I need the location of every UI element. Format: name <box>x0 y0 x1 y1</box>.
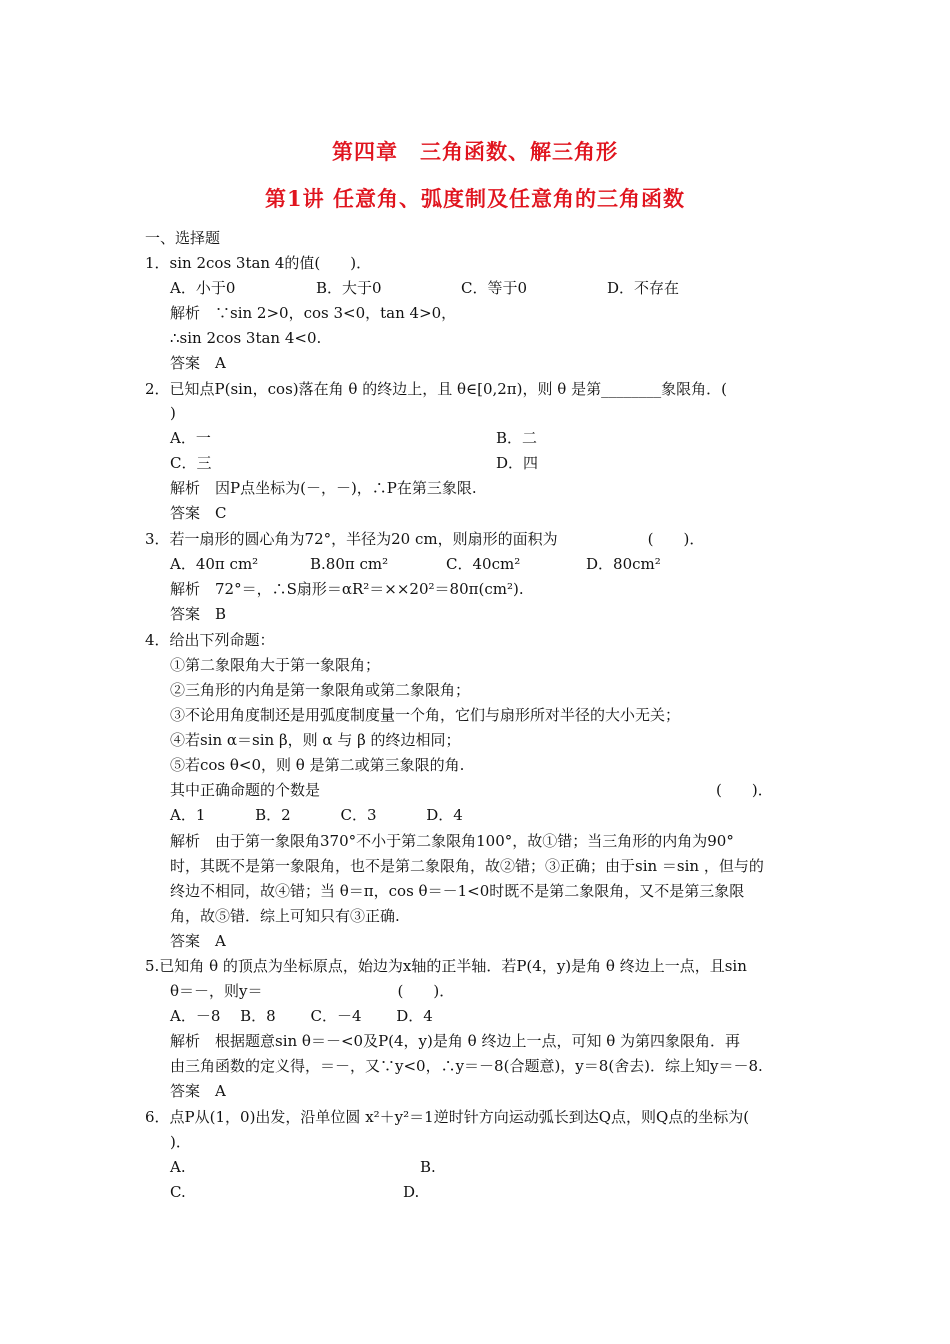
q4-proposition-3: ③不论用角度制还是用弧度制度量一个角，它们与扇形所对半径的大小无关； <box>170 706 681 724</box>
chapter-title: 第四章 三角函数、解三角形 <box>332 139 618 164</box>
q4-analysis-line4: 角，故⑤错．综上可知只有③正确. <box>170 907 400 925</box>
q4-proposition-5: ⑤若cos θ<0，则 θ 是第二或第三象限的角. <box>170 756 465 774</box>
q2-option-b: B．二 <box>496 429 538 447</box>
section-heading: 一、选择题 <box>145 229 221 247</box>
q3-option-c: C．40cm² <box>446 555 521 573</box>
q4-question: 其中正确命题的个数是 <box>170 781 321 799</box>
q2-analysis: 解析 因P点坐标为(－，－)，∴P在第三象限. <box>170 479 477 497</box>
q4-options: A．1 B．2 C．3 D．4 <box>170 806 463 824</box>
q6-option-d: D. <box>403 1183 420 1201</box>
q6-stem-line2: )． <box>170 1133 191 1151</box>
q4-proposition-4: ④若sin α＝sin β，则 α 与 β 的终边相同； <box>170 731 461 749</box>
q5-options: A．－8 B．8 C．－4 D．4 <box>170 1007 433 1025</box>
q1-analysis-line1: 解析 ∵sin 2>0，cos 3<0，tan 4>0， <box>170 304 457 322</box>
q3-answer: 答案 B <box>170 605 227 623</box>
q5-stem-line1: 5.已知角 θ 的顶点为坐标原点，始边为x轴的正半轴．若P(4，y)是角 θ 终边上一点，且sin <box>145 957 747 975</box>
q2-option-d: D．四 <box>496 454 539 472</box>
q2-answer: 答案 C <box>170 504 227 522</box>
q2-stem-line1: 2．已知点P(sin，cos)落在角 θ 的终边上，且 θ∈[0,2π)，则 θ 是第________象限角．( <box>145 380 727 398</box>
q1-option-a: A．小于0 <box>170 279 236 297</box>
q2-stem-line2: ) <box>170 404 176 422</box>
q3-analysis: 解析 72°＝，∴S扇形＝αR²＝××20²＝80π(cm²). <box>170 580 524 598</box>
q4-answer-paren: ( )． <box>716 781 773 799</box>
q1-option-c: C．等于0 <box>461 279 528 297</box>
q4-analysis-line2: 时，其既不是第一象限角，也不是第二象限角，故②错；③正确；由于sin ＝sin ，但与的 <box>170 857 764 875</box>
q1-option-b: B．大于0 <box>316 279 382 297</box>
q1-stem: 1．sin 2cos 3tan 4的值( )． <box>145 254 372 272</box>
q4-proposition-1: ①第二象限角大于第一象限角； <box>170 656 381 674</box>
q3-stem: 3．若一扇形的圆心角为72°，半径为20 cm，则扇形的面积为 ( )． <box>145 530 705 548</box>
q6-option-c: C. <box>170 1183 186 1201</box>
q2-option-a: A．一 <box>170 429 211 447</box>
lesson-title: 第1讲 任意角、弧度制及任意角的三角函数 <box>265 186 685 211</box>
q3-option-d: D．80cm² <box>586 555 661 573</box>
q4-stem: 4．给出下列命题： <box>145 631 275 649</box>
q4-answer: 答案 A <box>170 932 226 950</box>
q4-analysis-line1: 解析 由于第一象限角370°不小于第二象限角100°，故①错；当三角形的内角为90° <box>170 832 734 850</box>
q1-option-d: D．不存在 <box>607 279 680 297</box>
q6-option-b: B. <box>420 1158 436 1176</box>
q5-analysis-line2: 由三角函数的定义得，＝－，又∵y<0，∴y＝－8(合题意)，y＝8(舍去)．综上知y＝－8. <box>170 1057 763 1075</box>
q5-stem-line2: θ＝－，则y＝ ( )． <box>170 982 455 1000</box>
q3-option-b: B.80π cm² <box>310 555 389 573</box>
q2-option-c: C．三 <box>170 454 212 472</box>
q6-option-a: A. <box>170 1158 186 1176</box>
q5-answer: 答案 A <box>170 1082 226 1100</box>
q1-answer: 答案 A <box>170 354 226 372</box>
q3-option-a: A．40π cm² <box>170 555 259 573</box>
q6-stem-line1: 6．点P从(1，0)出发，沿单位圆 x²＋y²＝1逆时针方向运动弧长到达Q点，则Q点的坐标为( <box>145 1108 750 1126</box>
q4-analysis-line3: 终边不相同，故④错；当 θ＝π，cos θ＝－1<0时既不是第二象限角，又不是第三象限 <box>170 882 745 900</box>
q5-analysis-line1: 解析 根据题意sin θ＝－<0及P(4，y)是角 θ 终边上一点，可知 θ 为第四象限角．再 <box>170 1032 741 1050</box>
q1-analysis-line2: ∴sin 2cos 3tan 4<0. <box>170 329 322 347</box>
q4-proposition-2: ②三角形的内角是第一象限角或第二象限角； <box>170 681 471 699</box>
